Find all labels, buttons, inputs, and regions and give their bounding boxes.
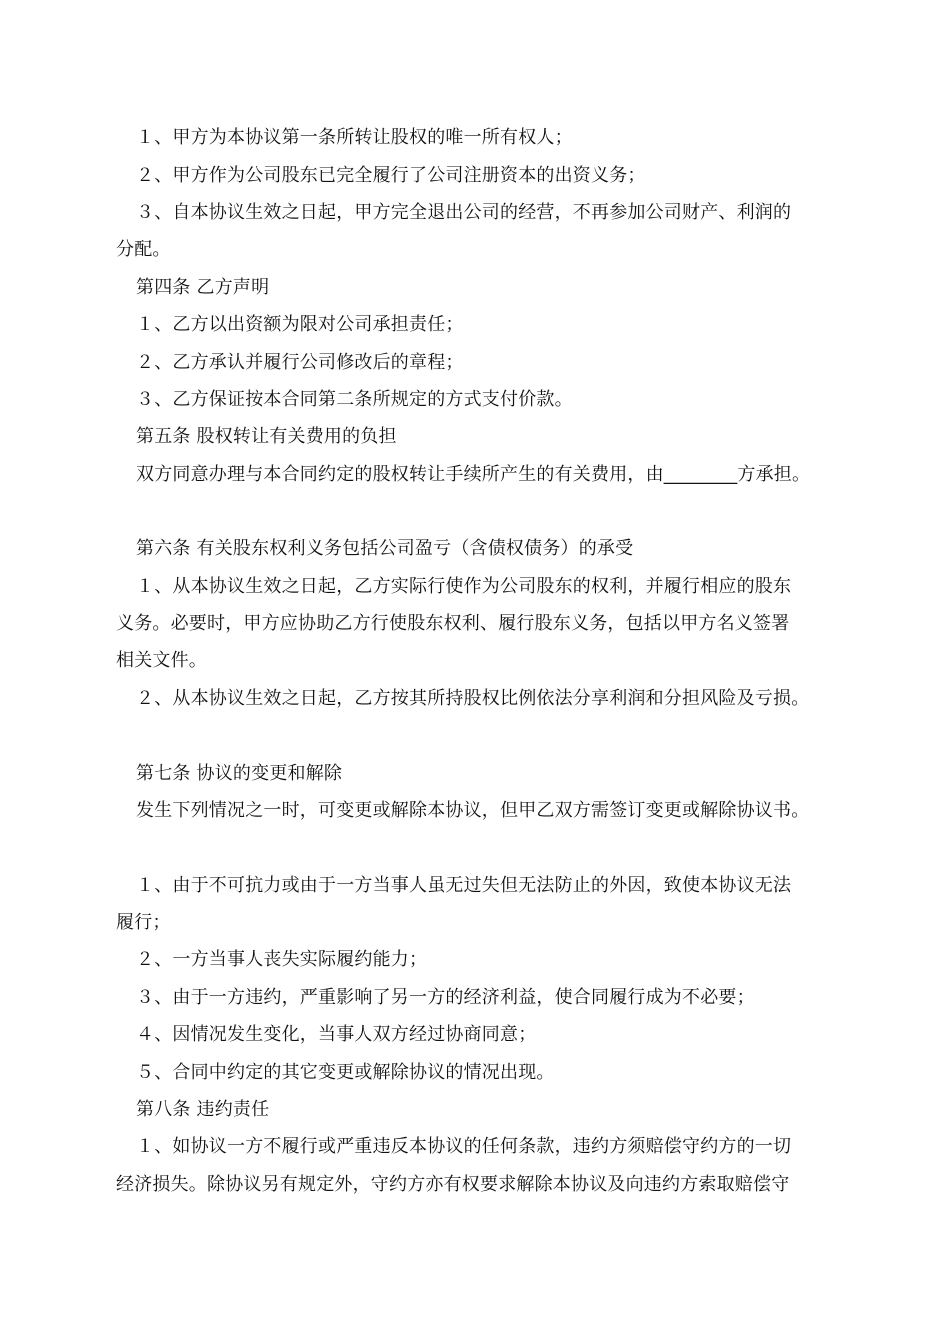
clause-8-item-1-continued: 经济损失。除协议另有规定外，守约方亦有权要求解除本协议及向违约方索取赔偿守 (116, 1174, 790, 1195)
clause-5-body: 双方同意办理与本合同约定的股权转让手续所产生的有关费用，由________方承担。 (136, 464, 811, 485)
clause-6-item-2: ２、从本协议生效之日起，乙方按其所持股权比例依法分享利润和分担风险及亏损。 (136, 688, 810, 709)
clause-4-item-3: ３、乙方保证按本合同第二条所规定的方式支付价款。 (136, 389, 573, 410)
clause-4-item-1: １、乙方以出资额为限对公司承担责任； (136, 314, 464, 335)
clause-3-item-2: ２、甲方作为公司股东已完全履行了公司注册资本的出资义务； (136, 165, 646, 186)
clause-6-item-1-continued-2: 相关文件。 (116, 650, 207, 671)
clause-6-item-1: １、从本协议生效之日起，乙方实际行使作为公司股东的权利，并履行相应的股东 (136, 576, 792, 597)
clause-4-item-2: ２、乙方承认并履行公司修改后的章程； (136, 352, 464, 373)
clause-7-item-1-continued: 履行； (116, 912, 171, 933)
clause-8-heading: 第八条 违约责任 (136, 1099, 270, 1120)
clause-3-item-3: ３、自本协议生效之日起，甲方完全退出公司的经营，不再参加公司财产、利润的 (136, 202, 792, 223)
clause-7-heading: 第七条 协议的变更和解除 (136, 763, 343, 784)
clause-7-intro: 发生下列情况之一时，可变更或解除本协议，但甲乙双方需签订变更或解除协议书。 (136, 800, 810, 821)
clause-5-heading: 第五条 股权转让有关费用的负担 (136, 426, 397, 447)
clause-4-heading: 第四条 乙方声明 (136, 277, 270, 298)
clause-7-item-4: ４、因情况发生变化，当事人双方经过协商同意； (136, 1024, 537, 1045)
clause-6-heading: 第六条 有关股东权利义务包括公司盈亏（含债权债务）的承受 (136, 538, 634, 559)
clause-7-item-2: ２、一方当事人丧失实际履约能力； (136, 949, 428, 970)
clause-3-item-1: １、甲方为本协议第一条所转让股权的唯一所有权人； (136, 127, 573, 148)
clause-7-item-3: ３、由于一方违约，严重影响了另一方的经济利益，使合同履行成为不必要； (136, 987, 755, 1008)
clause-6-item-1-continued: 义务。必要时，甲方应协助乙方行使股东权利、履行股东义务，包括以甲方名义签署 (116, 613, 790, 634)
clause-3-item-3-continued: 分配。 (116, 239, 171, 260)
clause-8-item-1: １、如协议一方不履行或严重违反本协议的任何条款，违约方须赔偿守约方的一切 (136, 1136, 792, 1157)
clause-7-item-1: １、由于不可抗力或由于一方当事人虽无过失但无法防止的外因，致使本协议无法 (136, 875, 792, 896)
clause-7-item-5: ５、合同中约定的其它变更或解除协议的情况出现。 (136, 1062, 555, 1083)
